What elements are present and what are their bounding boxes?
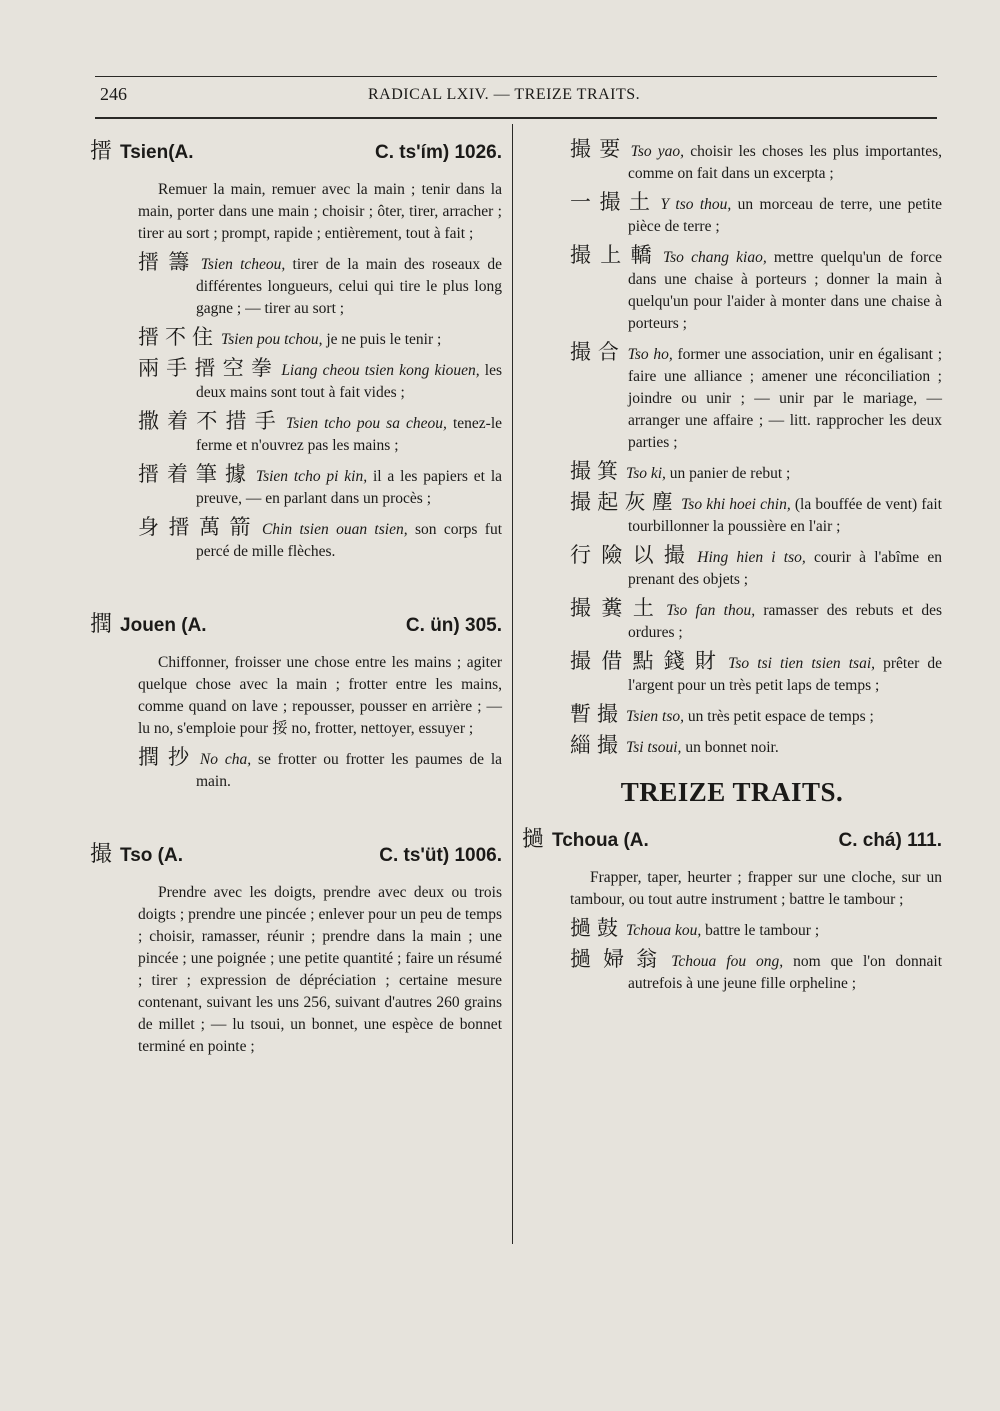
sub-entry [570,544,942,591]
head-romanization: Tsien(A. [120,142,194,163]
entry-heading [522,822,942,853]
sub-chinese: 撋抄 [138,745,198,769]
head-romanization: Tso (A. [120,845,183,866]
sub-chinese: 撾鼓 [570,916,624,940]
entry-heading [90,607,502,638]
section-title: TREIZE TRAITS. [620,777,844,807]
entry-jouen [90,607,502,793]
sub-chinese: 行險以撮 [570,543,696,567]
head-code: C. ts'üt) 1006. [379,845,502,866]
head-romanization: Jouen (A. [120,615,207,636]
sub-chinese: 撮借點錢財 [570,649,727,673]
sub-entry [570,650,942,697]
top-rule [95,76,937,77]
sub-entry [570,341,942,454]
sub-romanization: Tso ho, [627,346,673,363]
sub-entry [138,463,502,510]
sub-entry [570,948,942,995]
left-column [90,134,502,1102]
sub-romanization: Tsi tsoui, [626,739,682,756]
head-code: C. chá) 111. [838,830,942,851]
sub-gloss: ramasser des rebuts et des ordures ; [628,602,943,641]
sub-gloss: former une association, unir en égalisant ; faire une alliance ; amener une réconciliation ; joindre ou unir ; — unir par le mariage, — arranger une affaire ; — litt. rapprocher les deux parties ; [628,346,943,451]
sub-gloss: nom que l'on donnait autrefois à une jeune fille orpheline ; [628,953,942,992]
sub-romanization: Liang cheou tsien kong kiouen, [281,362,480,379]
sub-chinese: 撾婦翁 [570,947,670,971]
sub-gloss: tenez-le ferme et n'ouvrez pas les mains ; [196,415,503,454]
sub-gloss: prêter de l'argent pour un très petit laps de temps ; [628,655,942,694]
sub-chinese: 搢籌 [138,250,199,274]
sub-entry [570,917,942,942]
sub-romanization: Y tso thou, [660,196,732,213]
sub-entry [570,597,942,644]
definition: Frapper, taper, heurter ; frapper sur une cloche, sur un tambour, ou tout autre instrument ; battre le tambour ; [570,869,942,908]
sub-chinese: 撮起灰塵 [570,490,680,514]
sub-chinese: 搢着筆據 [138,462,254,486]
head-character: 撾 [522,827,545,852]
sub-gloss: battre le tambour ; [701,922,820,939]
sub-gloss: les deux mains sont tout à fait vides ; [196,362,503,401]
sub-entry [138,516,502,563]
column-divider [512,124,513,1244]
sub-chinese: 搢不住 [138,325,219,349]
sub-romanization: Tso chang kiao, [662,249,767,266]
sub-romanization: Chin tsien ouan tsien, [261,521,408,538]
entry-tchoua [522,822,942,995]
head-code: C. ün) 305. [405,615,502,636]
right-column [522,134,942,1039]
sub-chinese: 一撮土 [570,190,659,214]
sub-entry [138,746,502,793]
sub-entry [570,244,942,335]
sub-chinese: 撮上轎 [570,243,661,267]
sub-entry [570,703,942,728]
sub-romanization: Tsien tcho pou sa cheou, [285,415,447,432]
head-character: 撮 [90,842,113,867]
sub-romanization: Tsien tcho pi kin, [255,468,368,485]
definition: Prendre avec les doigts, prendre avec deux ou trois doigts ; prendre une pincée ; enlever pour un peu de temps ; choisir, ramasser, réunir ; prendre dans la main ; une pincée ; une poignée ; une petite quantité ; faire un résumé ; tirer ; expression de dépréciation ; certaine mesure contenant, suivant les uns 256, suivant d'autres 260 grains de millet ; — lu tsoui, un bonnet, une espèce de bonnet terminé en pointe ; [138,884,502,1055]
head-romanization: Tchoua (A. [552,830,649,851]
sub-entry [570,491,942,538]
sub-chinese: 兩手搢空拳 [138,356,280,380]
sub-romanization: Tso yao, [630,143,685,160]
sub-romanization: No cha, [199,751,252,768]
sub-gloss: choisir les choses les plus importantes, comme on fait dans un excerpta ; [628,143,942,182]
sub-chinese: 暫撮 [570,702,624,726]
definition: Remuer la main, remuer avec la main ; tenir dans la main, porter dans une main ; choisir ; ôter, tirer, arracher ; tirer au sort ; prompt, rapide ; entièrement, tout à fait ; [138,181,502,242]
sub-entry [570,191,942,238]
sub-gloss: mettre quelqu'un de force dans une chaise à porteurs ; donner la main à quelqu'un pour l'aider à monter dans une chaise à porteurs ; [628,249,943,332]
sub-chinese: 身搢萬箭 [138,515,260,539]
entry-heading [90,837,502,868]
entry-tsien [90,134,502,563]
sub-gloss: courir à l'abîme en prenant des objets ; [628,549,942,588]
sub-entry [138,357,502,404]
running-head: RADICAL LXIV. — TREIZE TRAITS. [368,86,641,103]
sub-romanization: Tchoua kou, [626,922,702,939]
sub-romanization: Tchoua fou ong, [671,953,784,970]
sub-romanization: Tso fan thou, [666,602,756,619]
sub-gloss: je ne puis le tenir ; [322,331,442,348]
sub-chinese: 緇撮 [570,733,624,757]
sub-gloss: tirer de la main des roseaux de différentes longueurs, celui qui tire le plus long gagne ; — tirer au sort ; [196,256,503,317]
sub-gloss: il a les papiers et la preuve, — en parlant dans un procès ; [196,468,503,507]
sub-gloss: un panier de rebut ; [665,465,791,482]
page-number: 246 [100,84,127,104]
head-code: C. ts'ím) 1026. [374,142,502,163]
sub-chinese: 撮糞土 [570,596,665,620]
sub-entry [138,326,502,351]
sub-romanization: Tsien pou tchou, [221,331,323,348]
sub-entry [138,251,502,320]
sub-romanization: Tsien tso, [626,708,685,725]
head-character: 撋 [90,612,113,637]
sub-gloss: son corps fut percé de mille flèches. [196,521,502,560]
head-character: 搢 [90,139,113,164]
sub-chinese: 撮合 [570,340,626,364]
sub-romanization: Tso tsi tien tsien tsai, [728,655,876,672]
sub-gloss: un morceau de terre, une petite pièce de terre ; [628,196,943,235]
sub-romanization: Hing hien i tso, [697,549,806,566]
sub-chinese: 撒着不措手 [138,409,284,433]
entry-tso [90,837,502,1058]
sub-entry [570,138,942,185]
sub-entry [138,410,502,457]
sub-gloss: un bonnet noir. [681,739,779,756]
sub-gloss: (la bouffée de vent) fait tourbillonner la poussière en l'air ; [628,496,942,535]
sub-entry [570,734,942,759]
header-rule [95,117,937,119]
sub-chinese: 撮箕 [570,459,624,483]
definition: Chiffonner, froisser une chose entre les mains ; agiter quelque chose avec la main ; frotter entre les mains, comme quand on lave ; repousser, pousser en arrière ; — lu no, s'emploie pour 挼 no, frotter, nettoyer, essuyer ; [138,654,502,737]
sub-chinese: 撮要 [570,137,629,161]
sub-romanization: Tso ki, [626,465,666,482]
sub-gloss: un très petit espace de temps ; [684,708,874,725]
sub-romanization: Tsien tcheou, [200,256,286,273]
sub-romanization: Tso khi hoei chin, [681,496,791,513]
sub-entry [570,460,942,485]
entry-heading [90,134,502,165]
sub-gloss: se frotter ou frotter les paumes de la main. [196,751,503,790]
